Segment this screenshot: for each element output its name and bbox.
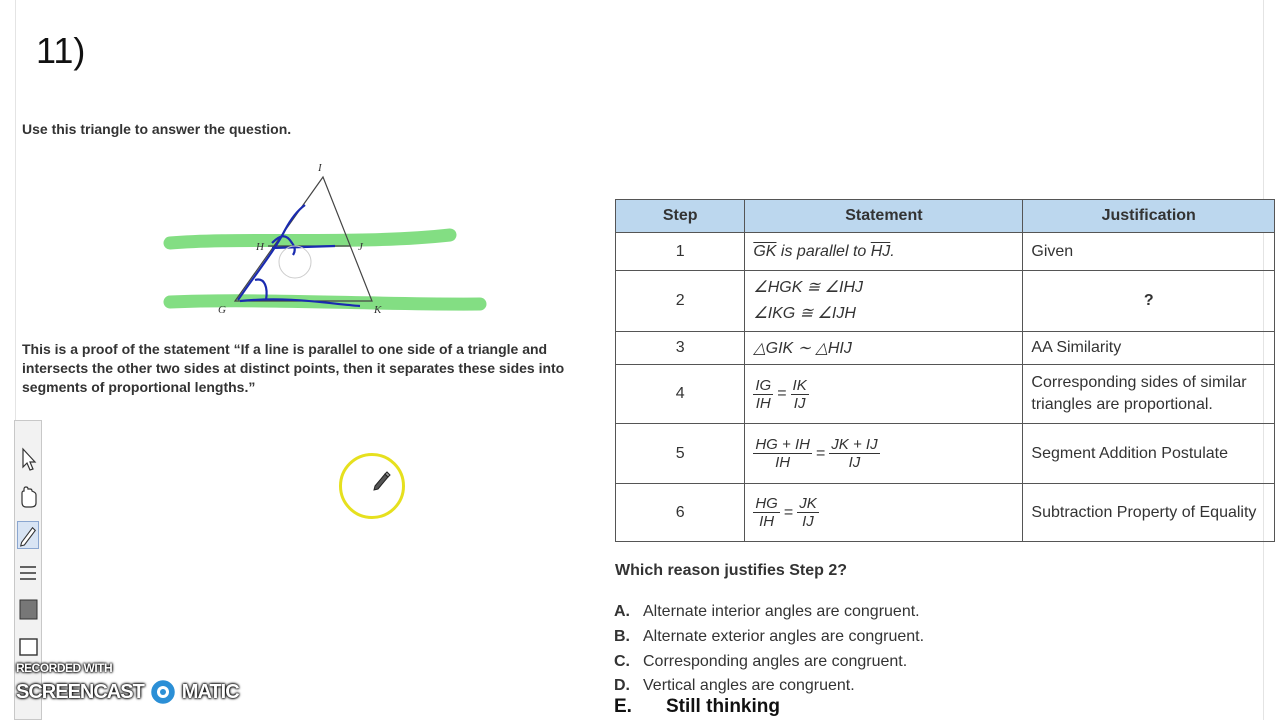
instruction-text: Use this triangle to answer the question. [22, 121, 292, 137]
label-i: I [318, 162, 322, 174]
fraction: $\frac{JK}{IJ}$ [799, 495, 817, 530]
choice-letter: C. [614, 653, 630, 670]
statement-cell [745, 271, 1023, 332]
header-statement: Statement [745, 200, 1023, 233]
table-row [616, 233, 1275, 271]
fraction: $\frac{HG}{IH}$ [755, 495, 778, 530]
header-justification: Justification [1023, 200, 1275, 233]
statement-text: is parallel to [776, 242, 871, 260]
choice-letter: B. [614, 628, 630, 645]
hand-tool-icon[interactable] [17, 483, 39, 511]
label-k: K [374, 304, 382, 316]
statement-cell [745, 424, 1023, 484]
choice-c[interactable] [614, 653, 907, 671]
rectangle-tool-icon[interactable] [17, 633, 39, 661]
choice-text: Still thinking [666, 696, 780, 717]
justification-cell: AA Similarity [1023, 332, 1275, 365]
step-cell: 6 [616, 484, 745, 542]
statement-line: ∠IKG ≅ ∠IJH [753, 305, 856, 322]
watermark-brand-left: SCREENCAST [16, 680, 144, 703]
fraction: $\frac{IK}{IJ}$ [792, 376, 807, 412]
choice-letter: A. [614, 603, 630, 620]
choice-e[interactable] [614, 696, 780, 718]
fraction: $\frac{HG + IH}{IH}$ [755, 436, 810, 471]
choice-d[interactable] [614, 677, 855, 695]
step-cell: 4 [616, 365, 745, 424]
table-row [616, 271, 1275, 332]
segment-hj: $\overline{HJ}$ [870, 242, 891, 260]
watermark-brand-right: MATIC [181, 680, 239, 703]
statement-cell [745, 484, 1023, 542]
triangle-figure [160, 155, 490, 320]
fill-tool-icon[interactable] [17, 595, 39, 623]
justification-cell: Subtraction Property of Equality [1023, 484, 1275, 542]
statement-cell [745, 365, 1023, 424]
statement-end: . [890, 242, 895, 260]
screencast-watermark [16, 661, 239, 707]
choice-letter: E. [614, 696, 632, 717]
table-row [616, 484, 1275, 542]
choice-text: Alternate interior angles are congruent. [643, 603, 920, 620]
segment-gk: $\overline{GK}$ [753, 242, 777, 260]
step-cell: 5 [616, 424, 745, 484]
justification-cell: Segment Addition Postulate [1023, 424, 1275, 484]
justification-cell: Corresponding sides of similar triangles are proportional. [1023, 365, 1275, 424]
justification-cell: Given [1023, 233, 1275, 271]
statement-cell: △GIK ∼ △HIJ [745, 332, 1023, 365]
choice-text: Vertical angles are congruent. [643, 677, 855, 694]
choice-letter: D. [614, 677, 630, 694]
watermark-recorded: RECORDED WITH [16, 661, 113, 675]
step-cell: 3 [616, 332, 745, 365]
highlight-upper [170, 235, 450, 243]
label-g: G [218, 304, 226, 316]
choice-text: Corresponding angles are congruent. [643, 653, 908, 670]
label-j: J [358, 241, 363, 253]
screencast-logo-icon [148, 677, 178, 707]
equals-sign: = [815, 444, 826, 462]
justification-cell: ? [1023, 271, 1275, 332]
label-h: H [256, 241, 264, 253]
equals-sign: = [777, 385, 787, 402]
pencil-cursor-icon [370, 468, 394, 492]
equals-sign: = [783, 503, 794, 521]
step-cell: 2 [616, 271, 745, 332]
choice-b[interactable] [614, 628, 924, 646]
proof-description: This is a proof of the statement “If a line is parallel to one side of a triangle and intersects the other two sides at distinct points, then it separates these sides into segments of proportional lengths.” [22, 341, 565, 395]
choice-a[interactable] [614, 603, 920, 621]
statement-cell [745, 233, 1023, 271]
fraction: $\frac{JK + IJ}{IJ}$ [831, 436, 878, 471]
question-prompt: Which reason justifies Step 2? [615, 562, 848, 579]
choice-text: Alternate exterior angles are congruent. [643, 628, 925, 645]
table-row [616, 424, 1275, 484]
table-row [616, 365, 1275, 424]
pen-tool-icon[interactable] [17, 521, 39, 549]
statement-line: ∠HGK ≅ ∠IHJ [753, 279, 863, 296]
proof-table [615, 199, 1275, 542]
table-header-row [616, 200, 1275, 233]
table-row [616, 332, 1275, 365]
lines-tool-icon[interactable] [17, 559, 39, 587]
arrow-tool-icon[interactable] [17, 445, 39, 473]
fraction: $\frac{IG}{IH}$ [755, 376, 772, 412]
question-number: 11) [36, 30, 86, 71]
step-cell: 1 [616, 233, 745, 271]
header-step: Step [616, 200, 745, 233]
